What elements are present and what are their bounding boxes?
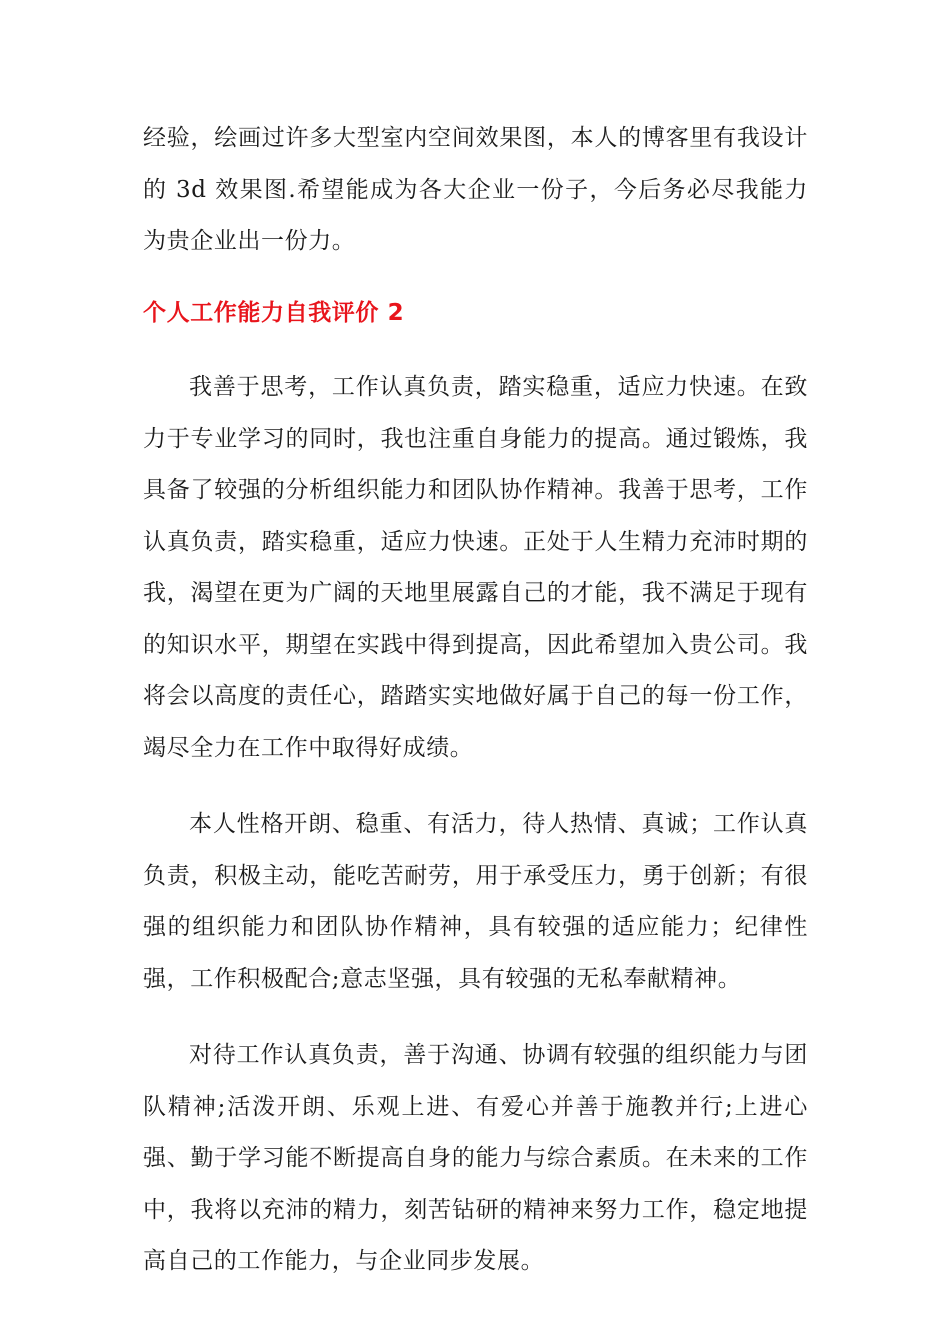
body-paragraph-3: 对待工作认真负责，善于沟通、协调有较强的组织能力与团队精神;活泼开朗、乐观上进、有爱心并善于施教并行;上进心强、勤于学习能不断提高自身的能力与综合素质。在未来的工作中，我将以充沛的精力，刻苦钻研的精神来努力工作，稳定地提高自己的工作能力，与企业同步发展。 — [143, 1042, 808, 1274]
section-heading: 个人工作能力自我评价 2 — [143, 299, 405, 326]
body-paragraph-2: 本人性格开朗、稳重、有活力，待人热情、真诚；工作认真负责，积极主动，能吃苦耐劳，用于承受压力，勇于创新；有很强的组织能力和团队协作精神，具有较强的适应能力；纪律性强，工作积极配合;意志坚强，具有较强的无私奉献精神。 — [143, 811, 808, 992]
intro-paragraph: 经验，绘画过许多大型室内空间效果图，本人的博客里有我设计的 3d 效果图.希望能成为各大企业一份子，今后务必尽我能力为贵企业出一份力。 — [143, 125, 808, 254]
body-paragraph-1: 我善于思考，工作认真负责，踏实稳重，适应力快速。在致力于专业学习的同时，我也注重自身能力的提高。通过锻炼，我具备了较强的分析组织能力和团队协作精神。我善于思考，工作认真负责，踏实稳重，适应力快速。正处于人生精力充沛时期的我，渴望在更为广阔的天地里展露自己的才能，我不满足于现有的知识水平，期望在实践中得到提高，因此希望加入贵公司。我将会以高度的责任心，踏踏实实地做好属于自己的每一份工作，竭尽全力在工作中取得好成绩。 — [143, 374, 808, 761]
document-body — [143, 113, 808, 1288]
